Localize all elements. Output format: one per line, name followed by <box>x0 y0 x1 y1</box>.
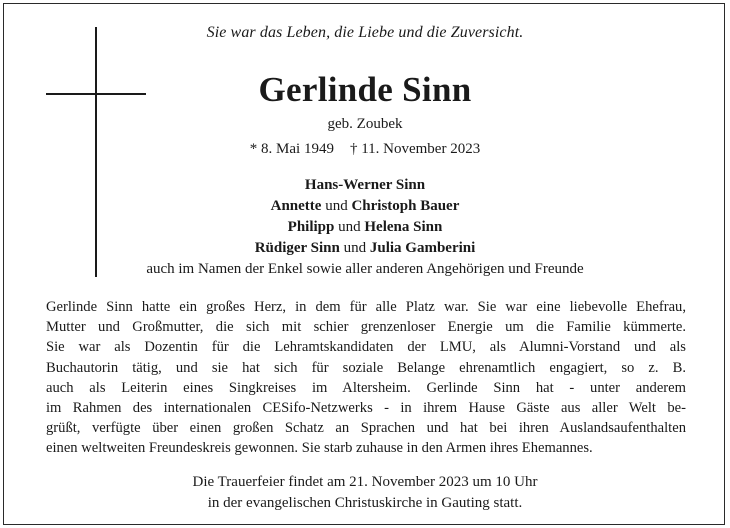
bio-line: Sie war als Dozentin für die Lehramtskandidaten der LMU, als Alumni-Vorstand und als <box>46 339 686 356</box>
bio-line: Gerlinde Sinn hatte ein großes Herz, in dem für alle Platz war. Sie war eine liebevolle Ehefrau, <box>46 299 686 315</box>
mourner-line <box>0 217 730 238</box>
mourner-joiner: und <box>321 198 352 214</box>
bio-line: Mutter und Großmutter, die sich mit schier grenzenloser Energie um die Familie kümmerte. <box>46 319 686 336</box>
mourner-second: Christoph Bauer <box>351 198 460 214</box>
funeral-service-info <box>0 472 730 514</box>
service-line-1: Die Trauerfeier findet am 21. November 2023 um 10 Uhr <box>192 474 538 490</box>
mourner-joiner: und <box>339 240 370 256</box>
biography-paragraph <box>46 297 686 459</box>
bio-line: auch als Leiterin eines Singkreises im Altersheim. Gerlinde Sinn hat - unter anderem <box>46 379 686 396</box>
mourner-line <box>0 238 730 259</box>
motto: Sie war das Leben, die Liebe und die Zuversicht. <box>206 24 524 41</box>
service-line-2: in der evangelischen Christuskirche in Gauting statt. <box>207 495 523 511</box>
mourners-list <box>0 175 730 259</box>
mourner-second: Julia Gamberini <box>369 240 476 256</box>
mourner-line <box>0 196 730 217</box>
mourner-line <box>0 175 730 196</box>
mourner-first: Rüdiger Sinn <box>254 240 340 256</box>
bio-line: einen weltweiten Freundeskreis gewonnen. Sie starb zuhause in den Armen ihres Ehemannes. <box>46 440 593 457</box>
bio-line: im Rahmen des internationalen CESifo-Netzwerks - in ihrem Hause Gäste aus aller Welt be- <box>46 400 686 417</box>
deceased-name: Gerlinde Sinn <box>258 70 472 109</box>
birth-date: * 8. Mai 1949 <box>249 141 334 157</box>
mourner-joiner: und <box>334 219 365 235</box>
on-behalf-line: auch im Namen der Enkel sowie aller anderen Angehörigen und Freunde <box>146 261 584 277</box>
mourner-first: Philipp <box>287 219 335 235</box>
death-date: † 11. November 2023 <box>349 141 481 157</box>
mourner-first: Hans-Werner Sinn <box>304 177 426 193</box>
mourner-first: Annette <box>270 198 322 214</box>
birth-name: geb. Zoubek <box>327 116 403 132</box>
mourner-second: Helena Sinn <box>364 219 443 235</box>
bio-line: Buchautorin tätig, und sie hat sich für soziale Belange ehrenamtlich engagiert, so z. B. <box>46 359 686 376</box>
life-dates <box>0 141 730 158</box>
bio-line: grüßt, verfügte über einen großen Schatz an Sprachen und hat bei ihren Auslandsaufenthalten <box>46 420 686 437</box>
